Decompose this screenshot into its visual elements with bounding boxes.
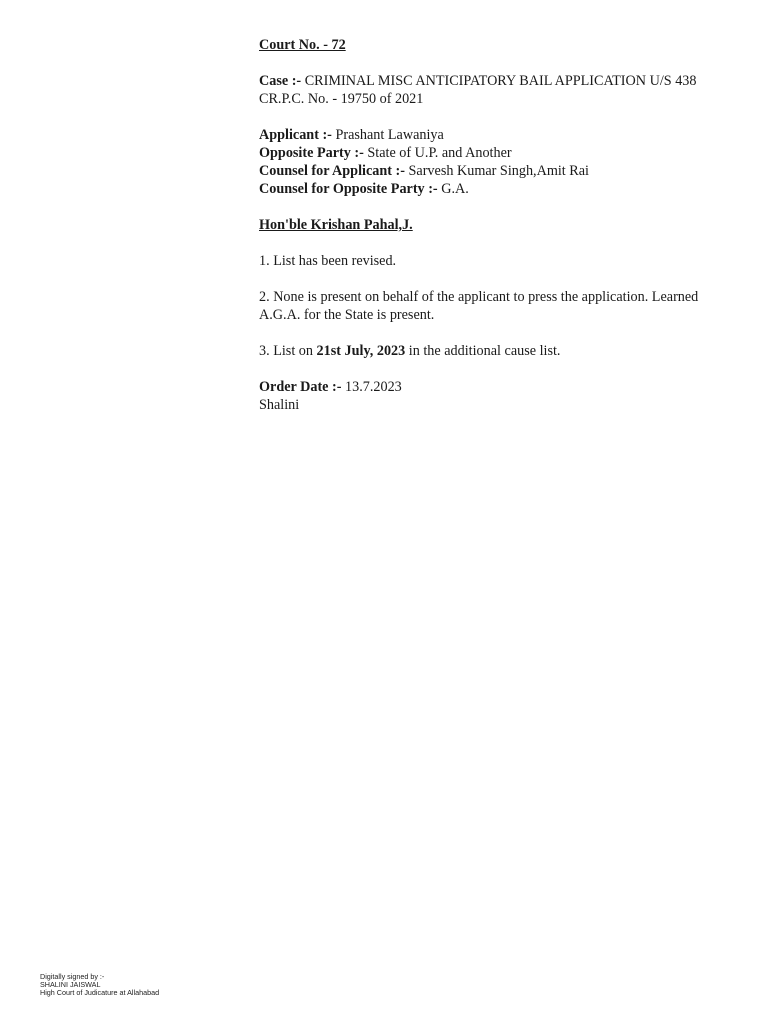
order-date-line [259,378,739,396]
counsel-applicant-line [259,162,739,180]
spacer [259,54,739,72]
counsel-opposite-line [259,180,739,198]
applicant-label: Applicant :- [259,127,332,143]
signature-line-3: High Court of Judicature at Allahabad [40,988,160,997]
court-number-text: Court No. - 72 [259,37,346,53]
case-line [259,72,739,108]
judge-name: Hon'ble Krishan Pahal,J. [259,217,413,233]
order-date-label: Order Date :- [259,379,342,395]
signature-line-2: SHALINI JAISWAL [40,980,101,989]
spacer [259,108,739,126]
court-number [259,36,739,54]
spacer [259,270,739,288]
case-label: Case :- [259,73,302,89]
opposite-party-value: State of U.P. and Another [367,145,512,161]
counsel-applicant-label: Counsel for Applicant :- [259,163,405,179]
order-date-value: 13.7.2023 [345,379,402,395]
counsel-opposite-label: Counsel for Opposite Party :- [259,181,438,197]
paragraph-1: 1. List has been revised. [259,253,397,269]
counsel-applicant-value: Sarvesh Kumar Singh,Amit Rai [408,163,589,179]
spacer [259,360,739,378]
opposite-party-label: Opposite Party :- [259,145,364,161]
applicant-value: Prashant Lawaniya [335,127,444,143]
counsel-opposite-value: G.A. [441,181,469,197]
spacer [259,198,739,216]
judge-line [259,216,739,234]
paragraph-3-suffix: in the additional cause list. [405,343,561,359]
order-document [259,36,739,414]
signatory: Shalini [259,397,300,413]
applicant-line [259,126,739,144]
signature-line-1: Digitally signed by :- [40,972,105,981]
spacer [259,234,739,252]
paragraph-3-date: 21st July, 2023 [316,343,406,359]
paragraph-3 [259,342,739,360]
opposite-party-line [259,144,739,162]
case-value: CRIMINAL MISC ANTICIPATORY BAIL APPLICATION U/S 438 CR.P.C. No. - 19750 of 2021 [259,73,697,107]
spacer [259,324,739,342]
paragraph-3-prefix: 3. List on [259,343,317,359]
paragraph-2: 2. None is present on behalf of the applicant to press the application. Learned A.G.A. for the State is present. [259,289,699,323]
digital-signature-footer [40,973,159,997]
